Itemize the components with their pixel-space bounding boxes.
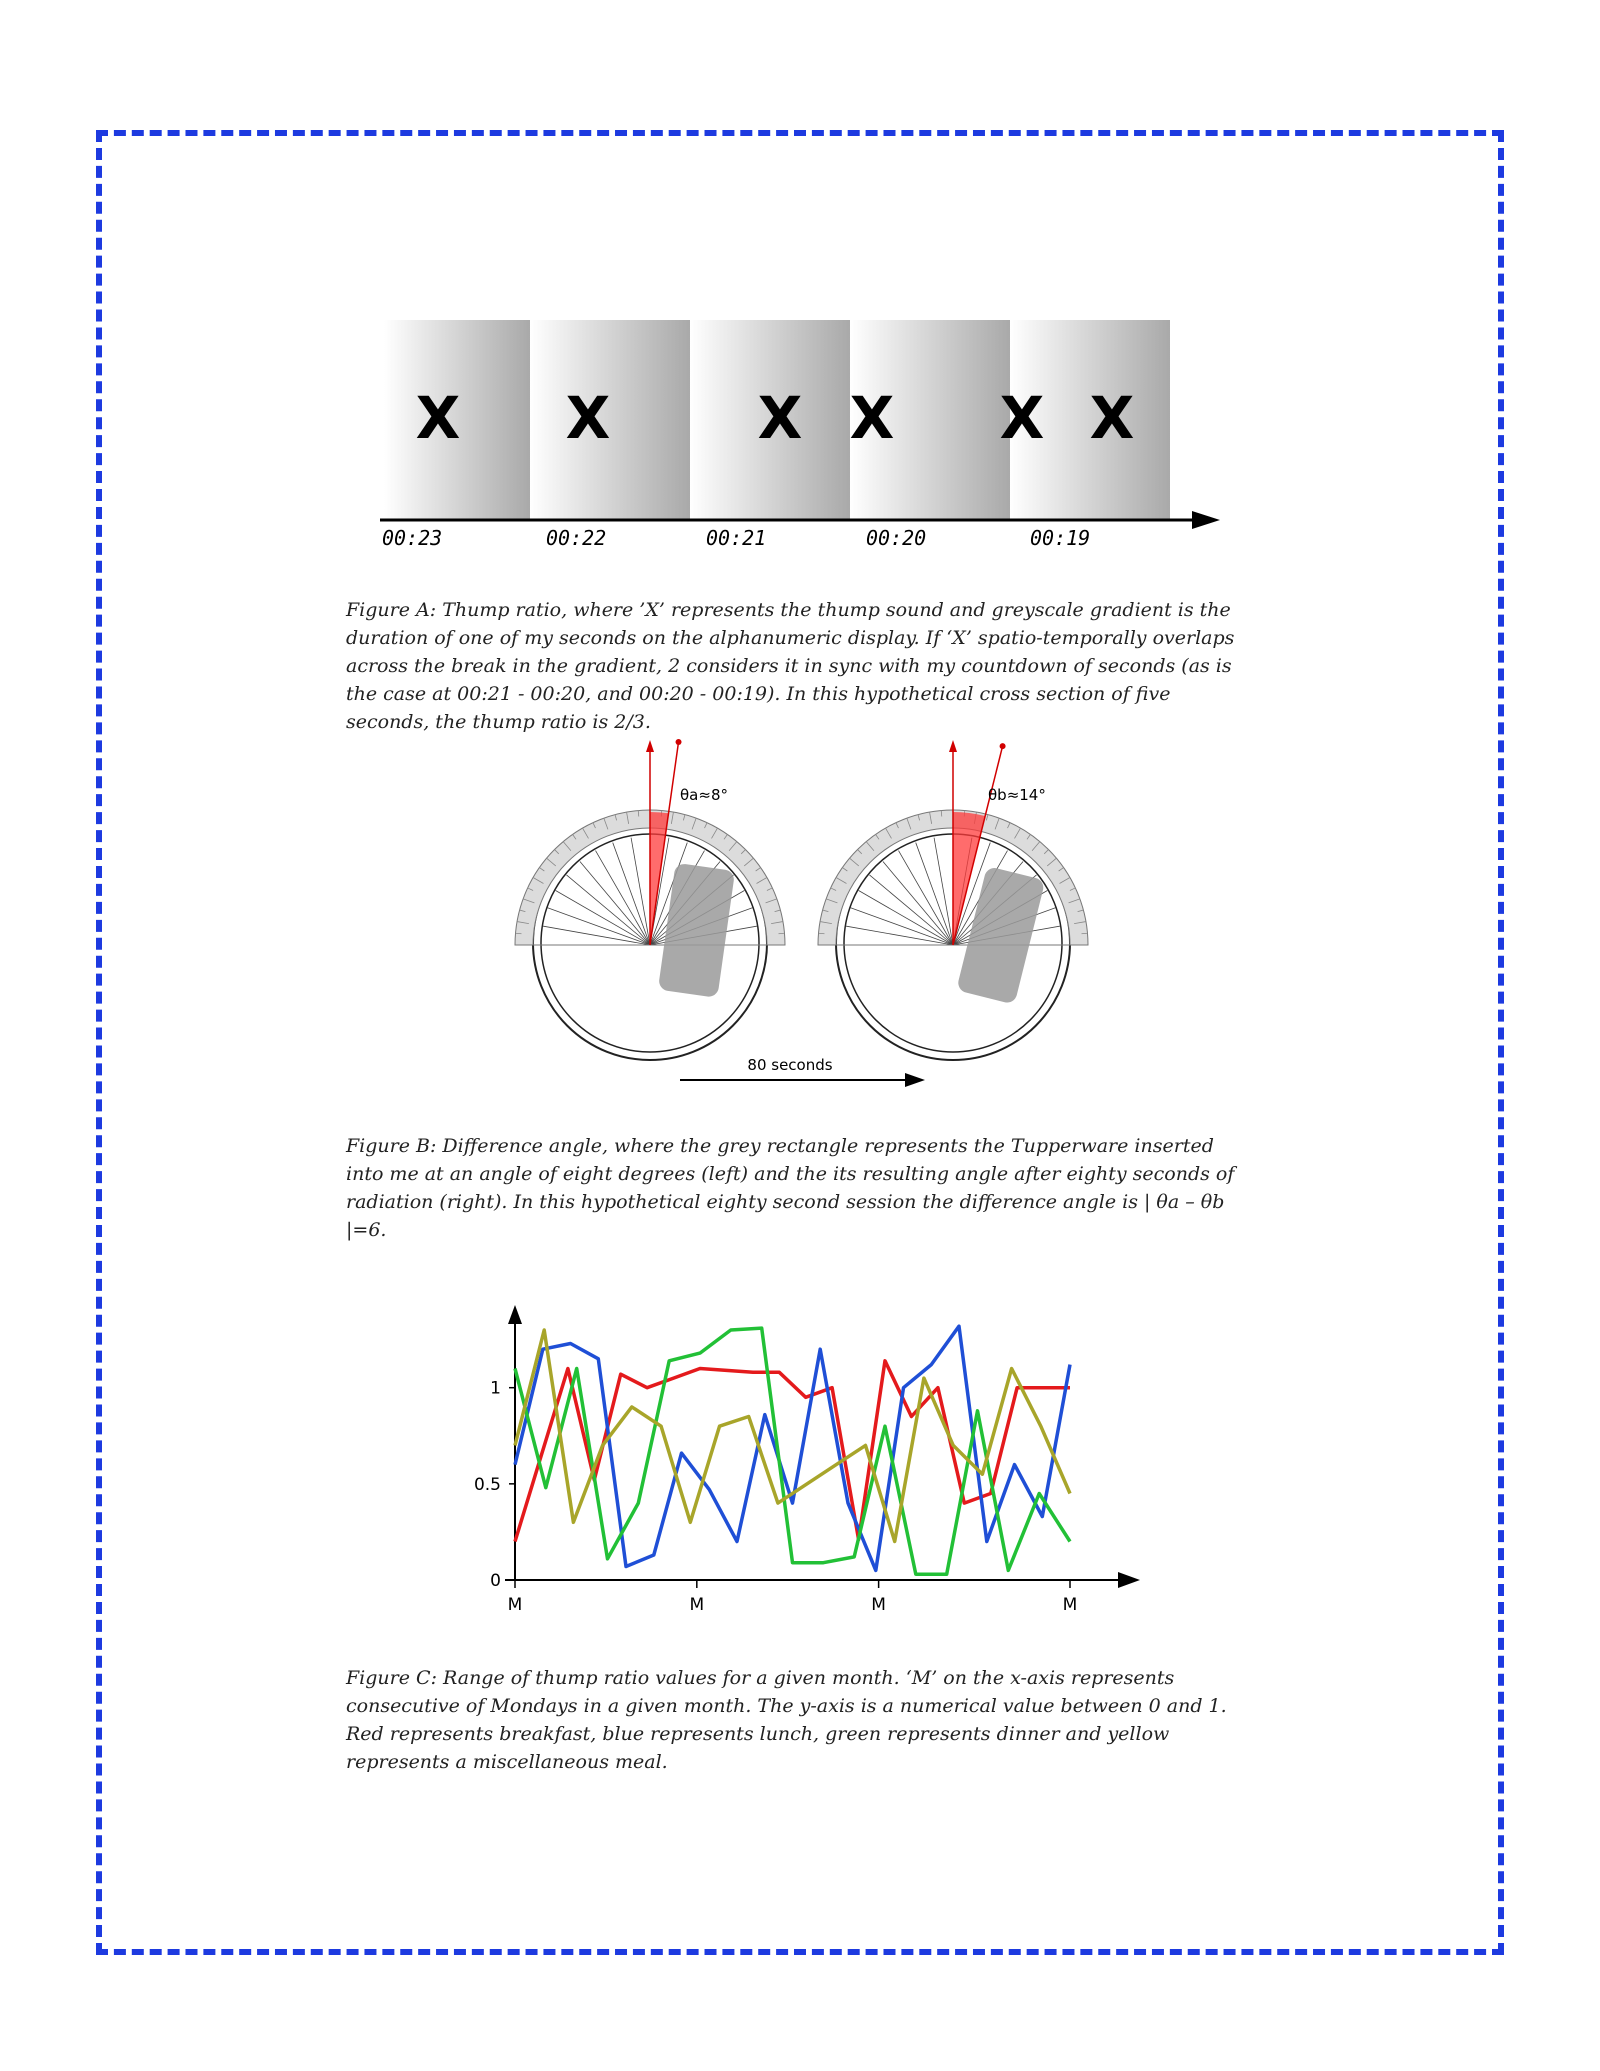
- reference-ray-head: [646, 740, 654, 752]
- y-tick-label: 0.5: [473, 1474, 501, 1495]
- figure-c-line-chart: [420, 1300, 1160, 1630]
- x-tick-label: M: [507, 1595, 523, 1615]
- protractor-right: [818, 740, 1088, 1060]
- tupperware-shape: [658, 863, 735, 998]
- protractor-tick: [1082, 933, 1088, 934]
- y-ticks: [474, 1379, 515, 1591]
- protractor-left: [515, 739, 785, 1060]
- angle-ray-head: [676, 739, 682, 745]
- timestamp: 00:22: [546, 526, 607, 550]
- x-axis-arrowhead: [1118, 1572, 1140, 1588]
- timestamp: 00:23: [382, 526, 443, 550]
- figure-b-protractors: [500, 730, 1120, 1100]
- x-tick-label: M: [871, 1595, 886, 1615]
- duration-arrowhead: [905, 1073, 925, 1087]
- figure-c-caption: Figure C: Range of thump ratio values for a given month. ‘M’ on the x-axis represents consecutive of Mondays in a given month. The y-axis is a numerical value between 0 and 1. Red represents breakfast, blue represents lunch, green represents dinner and yellow represents a miscellaneous meal.: [346, 1667, 1227, 1773]
- figure-a-timeline: [370, 310, 1240, 560]
- protractor-tick: [638, 811, 639, 817]
- timeline-arrowhead: [1192, 511, 1220, 529]
- thump-mark: X: [757, 384, 803, 452]
- thump-mark: X: [1089, 384, 1135, 452]
- protractor-tick: [779, 933, 785, 934]
- figure-b-caption: Figure B: Difference angle, where the grey rectangle represents the Tupperware inserted into me at an angle of eight degrees (left) and the its resulting angle after eighty seconds of radiation (right). In this hypothetical eighty second session the difference angle is | θa – θb |=6.: [346, 1135, 1235, 1241]
- thump-mark: X: [999, 384, 1045, 452]
- protractor-tick: [941, 811, 942, 817]
- angle-label-b: θb≈14°: [988, 786, 1046, 804]
- x-tick-label: M: [689, 1595, 705, 1615]
- protractor-tick: [819, 933, 825, 934]
- timestamp: 00:21: [706, 526, 767, 550]
- thump-mark: X: [565, 384, 611, 452]
- x-tick-label: M: [1062, 1595, 1078, 1615]
- reference-ray-head: [949, 740, 957, 752]
- timestamp: 00:19: [1030, 526, 1091, 550]
- y-tick-label: 0: [490, 1571, 501, 1591]
- series-line: [515, 1326, 1070, 1570]
- protractor-tick: [516, 933, 522, 934]
- thump-mark: X: [415, 384, 461, 452]
- thump-mark: X: [849, 384, 895, 452]
- angle-ray-head: [1000, 743, 1006, 749]
- timestamp: 00:20: [866, 526, 927, 550]
- x-ticks: [508, 1580, 1078, 1615]
- angle-label-a: θa≈8°: [680, 786, 728, 804]
- figure-a-caption: Figure A: Thump ratio, where ’X’ represents the thump sound and greyscale gradient is the duration of one of my seconds on the alphanumeric display. If ‘X’ spatio-temporally overlaps across the break in the gradient, 2 considers it in sync with my countdown of seconds (as is the case at 00:21 - 00:20, and 00:20 - 00:19). In this hypothetical cross section of five seconds, the thump ratio is 2/3.: [346, 599, 1235, 733]
- series-lines: [515, 1326, 1070, 1574]
- duration-label: 80 seconds: [747, 1056, 833, 1074]
- y-axis-arrowhead: [508, 1305, 522, 1324]
- y-tick-label: 1: [490, 1378, 501, 1399]
- tupperware-rectangle: [658, 863, 735, 998]
